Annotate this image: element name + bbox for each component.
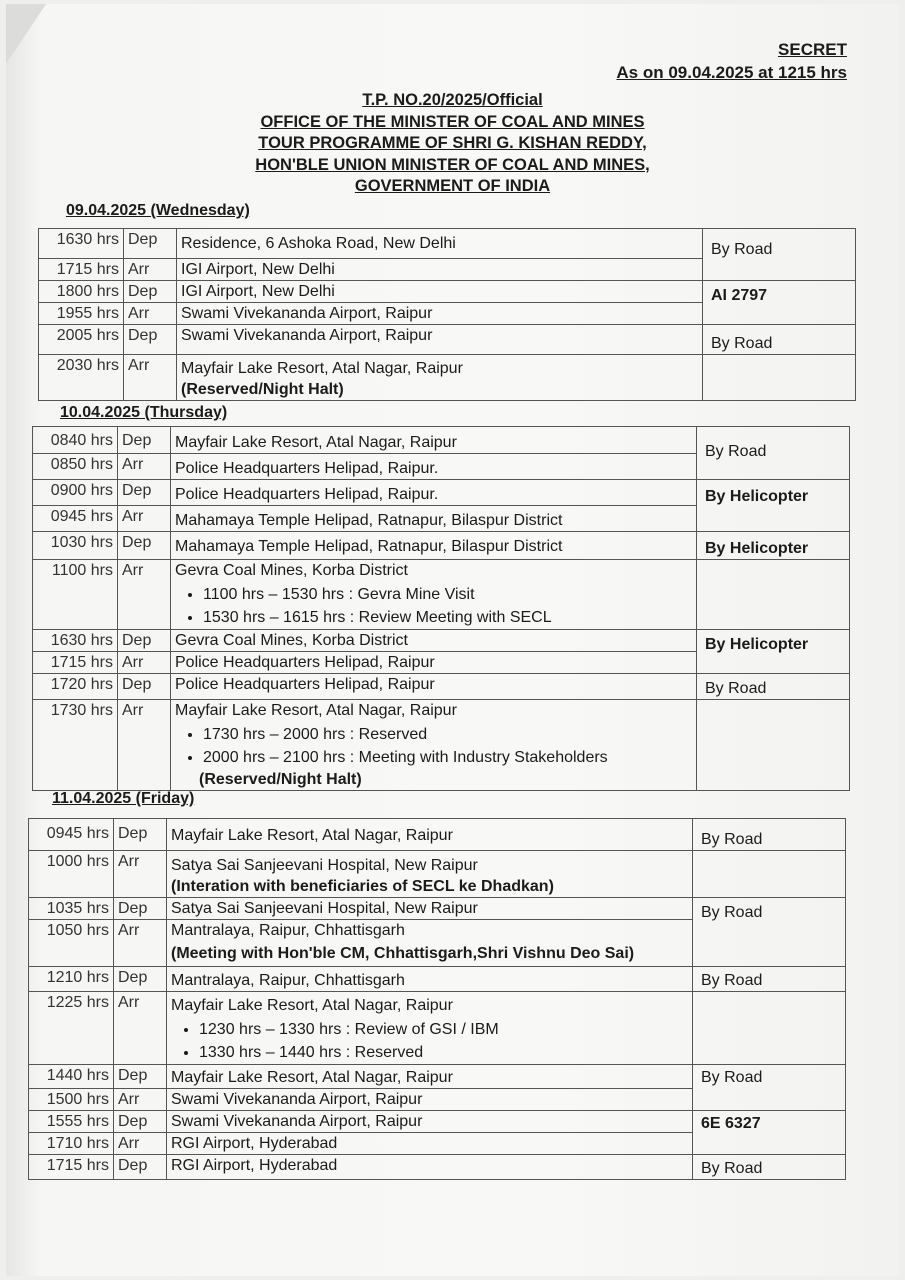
kind-cell: Arr xyxy=(118,454,171,480)
kind-cell: Arr xyxy=(124,303,177,325)
time-cell: 1035 hrs xyxy=(29,898,114,920)
kind-cell: Dep xyxy=(114,1155,167,1180)
mode-cell xyxy=(697,427,850,480)
office-title: OFFICE OF THE MINISTER OF COAL AND MINES xyxy=(260,112,645,131)
mode-cell xyxy=(697,532,850,560)
table-row xyxy=(29,1155,846,1180)
place-cell: Police Headquarters Helipad, Raipur. xyxy=(171,454,697,480)
mode-text: By Road xyxy=(701,972,763,989)
sub-event-item: • 1100 hrs – 1530 hrs : Gevra Mine Visit xyxy=(203,583,692,606)
table-row xyxy=(39,355,856,401)
mode-text: By Road xyxy=(711,335,773,352)
mode-cell xyxy=(693,967,846,992)
place-cell: Mahamaya Temple Helipad, Ratnapur, Bilaspur District xyxy=(171,506,697,532)
kind-cell: Dep xyxy=(118,480,171,506)
table-row xyxy=(39,229,856,259)
time-cell: 1500 hrs xyxy=(29,1089,114,1111)
table-row xyxy=(29,851,846,898)
sub-event-list xyxy=(171,1018,688,1064)
mode-text: By Road xyxy=(711,241,773,258)
place-cell: IGI Airport, New Delhi xyxy=(177,259,703,281)
mode-cell xyxy=(703,325,856,355)
place-cell: Swami Vivekananda Airport, Raipur xyxy=(167,1111,693,1133)
sub-event-item: • 1730 hrs – 2000 hrs : Reserved xyxy=(203,723,692,746)
time-cell: 2030 hrs xyxy=(39,355,124,401)
mode-cell xyxy=(697,700,850,791)
place-cell: RGI Airport, Hyderabad xyxy=(167,1155,693,1180)
time-cell: 1800 hrs xyxy=(39,281,124,303)
place-cell xyxy=(177,355,703,401)
kind-cell: Arr xyxy=(114,992,167,1065)
kind-cell: Dep xyxy=(124,325,177,355)
place-text: Mayfair Lake Resort, Atal Nagar, Raipur xyxy=(171,997,453,1014)
flight-number: AI 2797 xyxy=(711,287,768,304)
mode-text: By Helicopter xyxy=(705,636,809,653)
place-cell: Mahamaya Temple Helipad, Ratnapur, Bilaspur District xyxy=(171,532,697,560)
table-row xyxy=(29,819,846,851)
kind-cell: Dep xyxy=(114,1065,167,1089)
day-heading: 10.04.2025 (Thursday) xyxy=(60,404,228,421)
mode-cell xyxy=(693,1065,846,1111)
mode-text: By Road xyxy=(705,443,767,460)
sub-event-item: • 1330 hrs – 1440 hrs : Reserved xyxy=(199,1041,688,1064)
kind-cell: Arr xyxy=(124,355,177,401)
event-note: (Meeting with Hon'ble CM, Chhattisgarh,Shri Vishnu Deo Sai) xyxy=(171,945,635,962)
time-cell: 1100 hrs xyxy=(33,560,118,630)
table-row xyxy=(29,898,846,920)
kind-cell: Dep xyxy=(114,967,167,992)
table-row xyxy=(29,1065,846,1089)
place-cell xyxy=(167,920,693,967)
mode-cell xyxy=(693,819,846,851)
table-row xyxy=(33,532,850,560)
kind-cell: Dep xyxy=(124,229,177,259)
night-halt-note: (Reserved/Night Halt) xyxy=(181,381,344,398)
sub-event-list xyxy=(175,583,692,629)
table-row xyxy=(33,674,850,700)
table-row xyxy=(33,700,850,791)
mode-cell xyxy=(693,992,846,1065)
designation-title: HON'BLE UNION MINISTER OF COAL AND MINES, xyxy=(255,155,650,174)
place-text: Mayfair Lake Resort, Atal Nagar, Raipur xyxy=(175,702,457,719)
kind-cell: Dep xyxy=(114,1111,167,1133)
table-row xyxy=(33,427,850,454)
mode-text: By Road xyxy=(701,904,763,921)
time-cell: 1440 hrs xyxy=(29,1065,114,1089)
kind-cell: Dep xyxy=(114,898,167,920)
table-row xyxy=(29,1111,846,1133)
time-cell: 0945 hrs xyxy=(33,506,118,532)
table-row xyxy=(39,281,856,303)
mode-text: By Road xyxy=(701,1069,763,1086)
sub-event-item: • 1230 hrs – 1330 hrs : Review of GSI / IBM xyxy=(199,1018,688,1041)
time-cell: 0850 hrs xyxy=(33,454,118,480)
time-cell: 0945 hrs xyxy=(29,819,114,851)
table-row xyxy=(29,992,846,1065)
kind-cell: Arr xyxy=(114,851,167,898)
mode-cell xyxy=(703,281,856,325)
place-cell: Swami Vivekananda Airport, Raipur xyxy=(167,1089,693,1111)
time-cell: 1715 hrs xyxy=(39,259,124,281)
place-cell xyxy=(171,700,697,791)
time-cell: 1955 hrs xyxy=(39,303,124,325)
as-on-date: As on 09.04.2025 at 1215 hrs xyxy=(616,63,847,82)
time-cell: 1715 hrs xyxy=(33,652,118,674)
kind-cell: Arr xyxy=(118,652,171,674)
time-cell: 1710 hrs xyxy=(29,1133,114,1155)
kind-cell: Dep xyxy=(118,674,171,700)
place-cell: RGI Airport, Hyderabad xyxy=(167,1133,693,1155)
table-row xyxy=(33,560,850,630)
mode-cell xyxy=(697,630,850,674)
place-cell: Police Headquarters Helipad, Raipur xyxy=(171,674,697,700)
time-cell: 1630 hrs xyxy=(39,229,124,259)
mode-cell xyxy=(697,560,850,630)
time-cell: 0840 hrs xyxy=(33,427,118,454)
time-cell: 2005 hrs xyxy=(39,325,124,355)
table-row xyxy=(33,630,850,652)
place-cell: Gevra Coal Mines, Korba District xyxy=(171,630,697,652)
time-cell: 1210 hrs xyxy=(29,967,114,992)
event-note: (Interation with beneficiaries of SECL ke Dhadkan) xyxy=(171,878,554,895)
kind-cell: Arr xyxy=(114,1089,167,1111)
mode-cell xyxy=(703,229,856,281)
kind-cell: Dep xyxy=(118,427,171,454)
flight-number: 6E 6327 xyxy=(701,1115,761,1132)
schedule-table-day1 xyxy=(38,228,856,401)
kind-cell: Dep xyxy=(114,819,167,851)
night-halt-note: (Reserved/Night Halt) xyxy=(199,771,362,788)
tp-number: T.P. NO.20/2025/Official xyxy=(362,91,543,109)
mode-cell xyxy=(693,898,846,967)
place-cell: Mantralaya, Raipur, Chhattisgarh xyxy=(167,967,693,992)
kind-cell: Arr xyxy=(124,259,177,281)
time-cell: 1630 hrs xyxy=(33,630,118,652)
sub-event-item: • 1530 hrs – 1615 hrs : Review Meeting with SECL xyxy=(203,606,692,629)
time-cell: 1555 hrs xyxy=(29,1111,114,1133)
government-title: GOVERNMENT OF INDIA xyxy=(354,177,551,195)
time-cell: 1730 hrs xyxy=(33,700,118,791)
page-fold xyxy=(6,4,46,64)
mode-cell xyxy=(697,674,850,700)
place-cell: Police Headquarters Helipad, Raipur. xyxy=(171,480,697,506)
kind-cell: Dep xyxy=(118,532,171,560)
sub-event-list xyxy=(175,723,692,769)
mode-text: By Road xyxy=(705,680,767,697)
place-cell xyxy=(167,851,693,898)
mode-text: By Road xyxy=(701,1160,763,1177)
table-row xyxy=(29,967,846,992)
schedule-table-day2 xyxy=(32,426,850,791)
place-text: Satya Sai Sanjeevani Hospital, New Raipur xyxy=(171,857,478,874)
place-cell xyxy=(167,992,693,1065)
schedule-table-day3 xyxy=(28,818,846,1180)
time-cell: 1225 hrs xyxy=(29,992,114,1065)
kind-cell: Dep xyxy=(124,281,177,303)
place-text: Mantralaya, Raipur, Chhattisgarh xyxy=(171,922,405,939)
time-cell: 1000 hrs xyxy=(29,851,114,898)
kind-cell: Arr xyxy=(114,920,167,967)
sub-event-item: • 2000 hrs – 2100 hrs : Meeting with Industry Stakeholders xyxy=(203,746,692,769)
mode-text: By Road xyxy=(701,831,763,848)
place-cell: Police Headquarters Helipad, Raipur xyxy=(171,652,697,674)
day-heading: 11.04.2025 (Friday) xyxy=(52,790,195,807)
place-cell: Mayfair Lake Resort, Atal Nagar, Raipur xyxy=(167,1065,693,1089)
kind-cell: Arr xyxy=(118,700,171,791)
classification-label: SECRET xyxy=(778,40,847,59)
kind-cell: Dep xyxy=(118,630,171,652)
time-cell: 1720 hrs xyxy=(33,674,118,700)
kind-cell: Arr xyxy=(114,1133,167,1155)
time-cell: 1050 hrs xyxy=(29,920,114,967)
mode-cell xyxy=(693,1155,846,1180)
header-right xyxy=(616,38,847,84)
place-cell: IGI Airport, New Delhi xyxy=(177,281,703,303)
kind-cell: Arr xyxy=(118,506,171,532)
time-cell: 1715 hrs xyxy=(29,1155,114,1180)
mode-text: By Helicopter xyxy=(705,488,809,505)
table-row xyxy=(39,325,856,355)
mode-text: By Helicopter xyxy=(705,540,809,557)
table-row xyxy=(33,480,850,506)
mode-cell xyxy=(693,1111,846,1155)
time-cell: 1030 hrs xyxy=(33,532,118,560)
day-heading: 09.04.2025 (Wednesday) xyxy=(66,202,250,219)
place-cell: Residence, 6 Ashoka Road, New Delhi xyxy=(177,229,703,259)
mode-cell xyxy=(697,480,850,532)
place-cell xyxy=(171,560,697,630)
title-block xyxy=(0,90,905,198)
place-cell: Satya Sai Sanjeevani Hospital, New Raipur xyxy=(167,898,693,920)
place-text: Mayfair Lake Resort, Atal Nagar, Raipur xyxy=(181,360,463,377)
programme-title: TOUR PROGRAMME OF SHRI G. KISHAN REDDY, xyxy=(258,134,647,152)
place-cell: Mayfair Lake Resort, Atal Nagar, Raipur xyxy=(167,819,693,851)
mode-cell xyxy=(693,851,846,898)
time-cell: 0900 hrs xyxy=(33,480,118,506)
kind-cell: Arr xyxy=(118,560,171,630)
place-cell: Swami Vivekananda Airport, Raipur xyxy=(177,325,703,355)
place-cell: Swami Vivekananda Airport, Raipur xyxy=(177,303,703,325)
mode-cell xyxy=(703,355,856,401)
place-text: Gevra Coal Mines, Korba District xyxy=(175,562,408,579)
place-cell: Mayfair Lake Resort, Atal Nagar, Raipur xyxy=(171,427,697,454)
